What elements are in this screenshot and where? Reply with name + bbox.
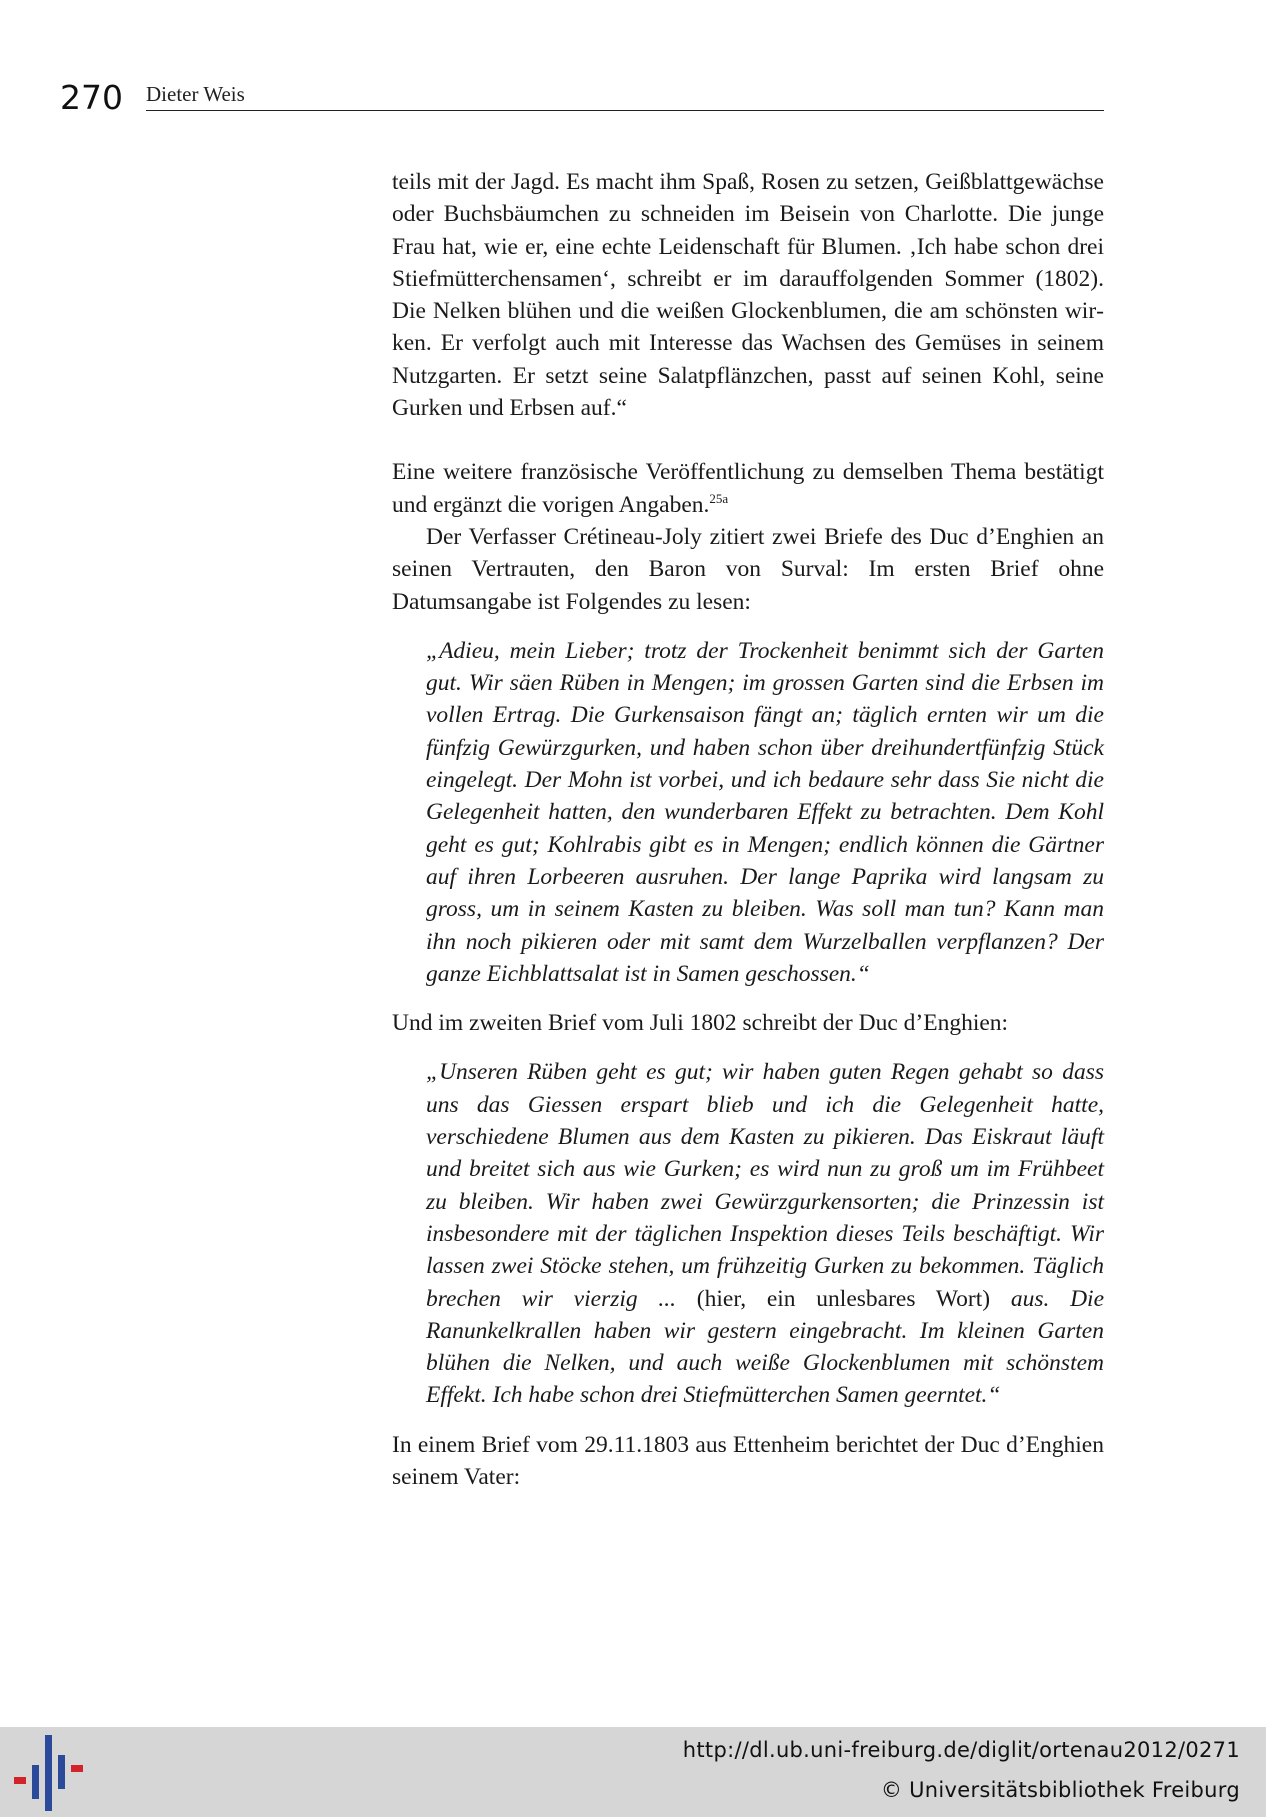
footer-copyright: © Universitätsbibliothek Freiburg xyxy=(880,1778,1240,1802)
page-number: 270 xyxy=(60,78,123,117)
quote-2-part-1: „Unseren Rüben geht es gut; wir haben guten Regen gehabt so dass uns das Giessen erspart blieb und ich die Gelegenheit hatte, verschiedene Blumen aus dem Kasten zu pikieren. Das Eiskraut läuft und breitet sich aus wie Gurken; es wird nun zu groß um im Frühbeet zu bleiben. Wir haben zwei Gewürzgurkensorten; die Prinzessin ist insbesondere mit der täglichen Inspektion dieses Teils beschäftigt. Wir lassen zwei Stöcke stehen, um frühzeitig Gurken zu bekommen. Täglich brechen wir vierzig ... xyxy=(426,1059,1104,1312)
paragraph-2-text: Eine weitere französische Veröffentlichung zu demselben Thema bestätigt und ergänzt die vorigen Angaben. xyxy=(392,459,1104,518)
paragraph-1: teils mit der Jagd. Es macht ihm Spaß, Rosen zu setzen, Geißblattgewächse oder Buchsbäumchen zu schneiden im Beisein von Charlotte. Die junge Frau hat, wie er, eine echte Leidenschaft für Blumen. ‚Ich habe schon drei Stiefmütterchensamen‘, schreibt er im darauffolgenden Sommer (1802). Die Nelken blühen und die weißen Glockenblumen, die am schönsten wirken. Er verfolgt auch mit Interesse das Wachsen des Gemüses in seinem Nutzgarten. Er setzt seine Salatpflänzchen, passt auf seinen Kohl, seine Gurken und Erbsen auf.“ xyxy=(392,169,1104,422)
paragraph-2 xyxy=(392,456,1104,521)
library-logo-icon xyxy=(14,1735,84,1811)
paragraph-3: Der Verfasser Crétineau-Joly zitiert zwei Briefe des Duc d’Enghien an seinen Vertrauten, den Baron von Surval: Im ersten Brief ohne Datumsangabe ist Folgendes zu lesen: xyxy=(392,523,1104,615)
paragraph-5: In einem Brief vom 29.11.1803 aus Ettenheim berichtet der Duc d’Enghien seinem Vater: xyxy=(392,1431,1104,1490)
quote-2-editorial-note: (hier, ein unlesbares Wort) xyxy=(696,1285,991,1312)
block-quote-2 xyxy=(426,1056,1104,1411)
footnote-ref: 25a xyxy=(709,490,729,506)
footer-url-link[interactable]: http://dl.ub.uni-freiburg.de/diglit/ortenau2012/0271 xyxy=(682,1738,1240,1762)
quote-2-part-2: aus. Die Ranunkelkrallen haben wir gestern eingebracht. Im kleinen Garten blühen die Nelken, und auch weiße Glockenblumen mit schönstem Effekt. Ich habe schon drei Stiefmütterchen Samen geerntet.“ xyxy=(426,1285,1105,1409)
body-text xyxy=(392,166,1104,1493)
running-head: Dieter Weis xyxy=(146,82,245,106)
paragraph-4: Und im zweiten Brief vom Juli 1802 schreibt der Duc d’Enghien: xyxy=(392,1010,1009,1037)
block-quote-1: „Adieu, mein Lieber; trotz der Trockenheit benimmt sich der Garten gut. Wir säen Rüben in Mengen; im grossen Garten sind die Erbsen im vollen Ertrag. Die Gurkensaison fängt an; täglich ernten wir um die fünfzig Gewürzgurken, und haben schon über dreihundertfünfzig Stück eingelegt. Der Mohn ist vorbei, und ich bedaure sehr dass Sie nicht die Gelegenheit hatten, den wunderbaren Effekt zu betrachten. Dem Kohl geht es gut; Kohlrabis gibt es in Mengen; endlich können die Gärtner auf ihren Lorbeeren ausruhen. Der lange Paprika wird langsam zu gross, um in seinem Kasten zu bleiben. Was soll man tun? Kann man ihn noch pikieren oder mit samt dem Wurzelballen verpflanzen? Der ganze Eichblattsalat ist in Samen geschossen.“ xyxy=(426,637,1104,987)
header-rule xyxy=(146,110,1104,111)
